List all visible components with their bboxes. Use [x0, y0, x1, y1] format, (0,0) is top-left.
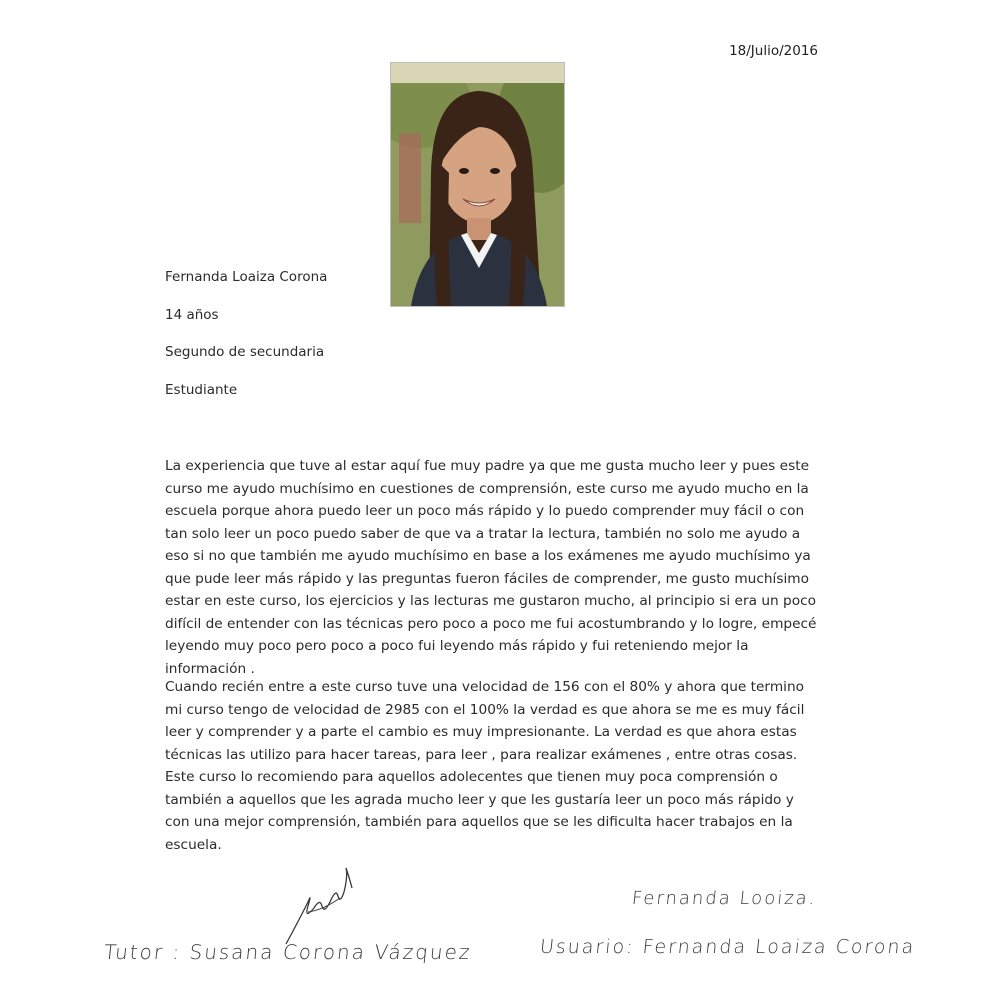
user-signature: Fernanda Looiza.: [630, 888, 818, 909]
user-name: Usuario: Fernanda Loaiza Corona: [538, 936, 917, 958]
tutor-name: Tutor : Susana Corona Vázquez: [102, 940, 473, 964]
student-name: Fernanda Loaiza Corona: [165, 269, 328, 285]
tutor-signature-scribble: [278, 862, 358, 952]
body-paragraph-1: La experiencia que tuve al estar aquí fue muy padre ya que me gusta mucho leer y pues este curso me ayudo muchísimo en cuestiones de comprensión, este curso me ayudo mucho en la escuela porque ahora puedo leer un poco más rápido y lo puedo comprender muy fácil o con tan solo leer un poco puedo saber de que va a tratar la lectura, también no solo me ayudo a eso si no que también me ayudo muchísimo en base a los exámenes me ayudo muchísimo ya que pude leer más rápido y las preguntas fueron fáciles de comprender, me gusto muchísimo estar en este curso, los ejercicios y las lecturas me gustaron mucho, al principio si era un poco difícil de entender con las técnicas pero poco a poco me fui acostumbrando y lo logre, empecé leyendo muy poco pero poco a poco fui leyendo más rápido y fui reteniendo mejor la información .: [165, 458, 817, 677]
student-photo: [390, 62, 565, 307]
student-occupation: Estudiante: [165, 382, 238, 398]
body-paragraph-2: Cuando recién entre a este curso tuve una velocidad de 156 con el 80% y ahora que termino mi curso tengo de velocidad de 2985 con el 100% la verdad es que ahora se me es muy fácil leer y comprender y a parte el cambio es muy impresionante. La verdad es que ahora estas técnicas las utilizo para hacer tareas, para leer , para realizar exámenes , entre otras cosas. Este curso lo recomiendo para aquellos adolecentes que tienen muy poca comprensión o también a aquellos que les agrada mucho leer y que les gustaría leer un poco más rápido y con una mejor comprensión, también para aquellos que se les dificulta hacer trabajos en la escuela.: [165, 679, 805, 853]
student-age: 14 años: [165, 307, 219, 323]
student-grade: Segundo de secundaria: [165, 344, 325, 360]
letter-date: 18/Julio/2016: [729, 43, 818, 59]
